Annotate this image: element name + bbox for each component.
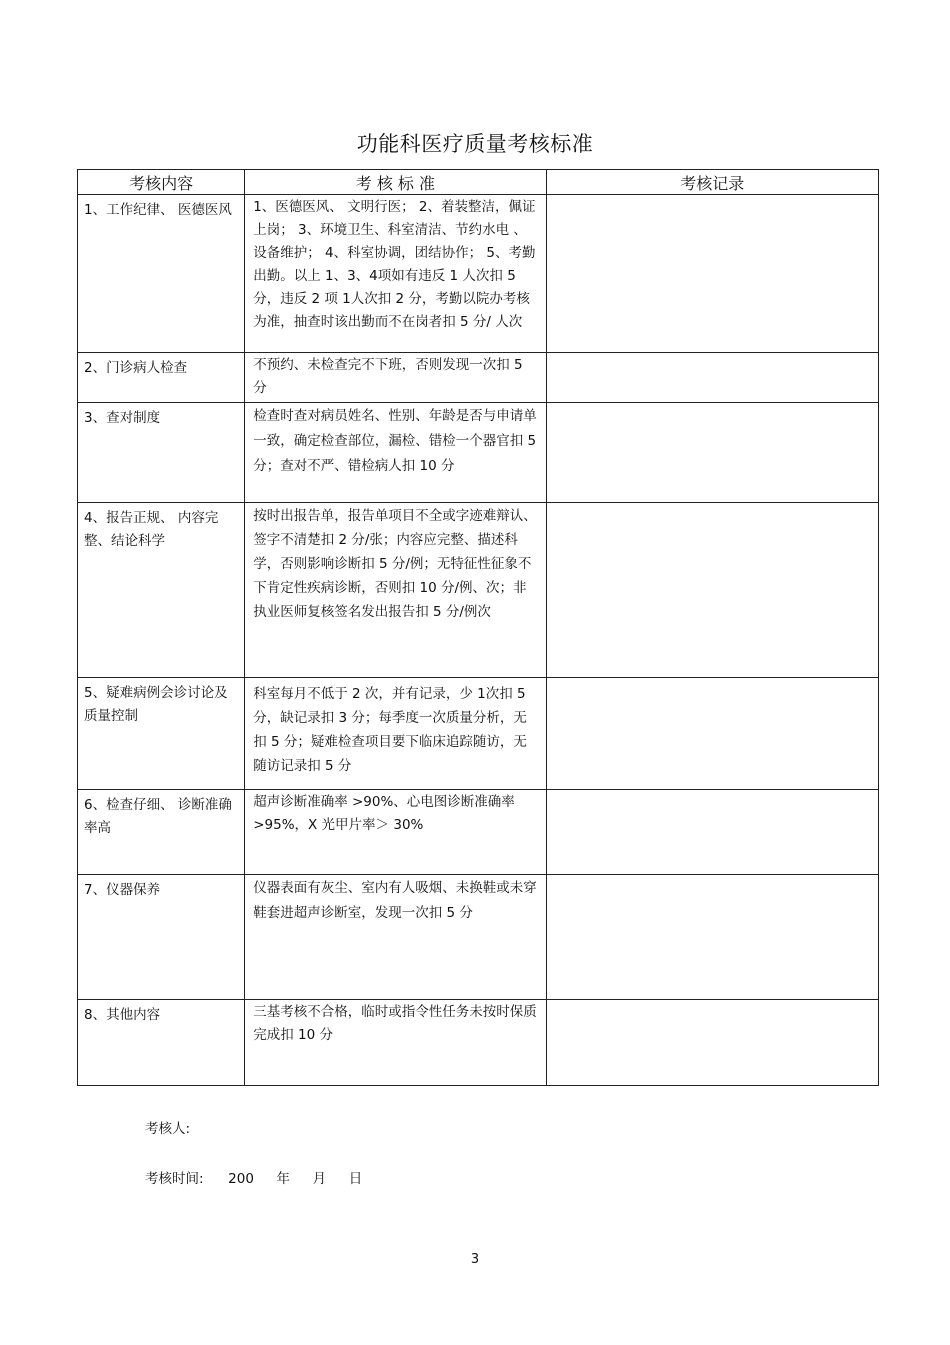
assessment-time-line: [145, 1167, 362, 1187]
row-item: 2、门诊病人检查: [78, 353, 245, 403]
row-standard: 1、医德医风、 文明行医； 2、着装整洁，佩证上岗； 3、环境卫生、科室清洁、节约水电 、设备维护； 4、科室协调，团结协作； 5、考勤出勤。以上 1、3、4项如有违反 1 人次扣 5 分，违反 2 项 1人次扣 2 分，考勤以院办考核为准，抽查时该出勤而不在岗者扣 5 分/ 人次: [245, 195, 546, 353]
row-standard: 按时出报告单，报告单项目不全或字迹难辩认、 签字不清楚扣 2 分/张；内容应完整、描述科学，否则影响诊断扣 5 分/例；无特征性征象不下肯定性疾病诊断，否则扣 10 分/例、次；非执业医师复核签名发出报告扣 5 分/例次: [245, 503, 546, 678]
row-item: 5、疑难病例会诊讨论及质量控制: [78, 678, 245, 790]
time-label: 考核时间:: [145, 1171, 204, 1187]
row-record[interactable]: [546, 678, 878, 790]
row-item: 8、其他内容: [78, 1000, 245, 1086]
row-item: 4、报告正规、 内容完整、结论科学: [78, 503, 245, 678]
month-label: 月: [312, 1171, 327, 1187]
table-row: [78, 503, 879, 678]
row-record[interactable]: [546, 1000, 878, 1086]
row-record[interactable]: [546, 875, 878, 1000]
table-row: [78, 1000, 879, 1086]
header-standard: 考 核 标 准: [245, 170, 546, 195]
table-row: [78, 678, 879, 790]
row-record[interactable]: [546, 503, 878, 678]
row-item: 7、仪器保养: [78, 875, 245, 1000]
row-standard: 超声诊断准确率 >90%、心电图诊断准确率>95%，X 光甲片率＞ 30%: [245, 790, 546, 875]
table-row: [78, 195, 879, 353]
row-record[interactable]: [546, 403, 878, 503]
assessor-line: [145, 1117, 190, 1137]
row-standard: 不预约、未检查完不下班，否则发现一次扣 5 分: [245, 353, 546, 403]
assessment-table: [77, 169, 879, 1086]
row-record[interactable]: [546, 353, 878, 403]
table-header-row: [78, 170, 879, 195]
row-item: 1、工作纪律、 医德医风: [78, 195, 245, 353]
row-item: 6、检查仔细、 诊断准确率高: [78, 790, 245, 875]
year-value: 200: [228, 1171, 254, 1187]
page-number: 3: [470, 1252, 480, 1267]
day-label: 日: [348, 1171, 363, 1187]
header-content: 考核内容: [78, 170, 245, 195]
table-row: [78, 790, 879, 875]
table-row: [78, 403, 879, 503]
header-record: 考核记录: [546, 170, 878, 195]
table-row: [78, 353, 879, 403]
row-record[interactable]: [546, 790, 878, 875]
table-row: [78, 875, 879, 1000]
row-record[interactable]: [546, 195, 878, 353]
row-standard: 仪器表面有灰尘、室内有人吸烟、未换鞋或未穿鞋套进超声诊断室，发现一次扣 5 分: [245, 875, 546, 1000]
year-label: 年: [276, 1171, 291, 1187]
row-standard: 三基考核不合格，临时或指令性任务未按时保质完成扣 10 分: [245, 1000, 546, 1086]
page-title: 功能科医疗质量考核标准: [356, 132, 594, 156]
assessor-label: 考核人:: [145, 1121, 191, 1137]
row-item: 3、查对制度: [78, 403, 245, 503]
row-standard: 检查时查对病员姓名、性别、年龄是否与申请单一致，确定检查部位，漏检、错检一个器官扣 5 分；查对不严、错检病人扣 10 分: [245, 403, 546, 503]
row-standard: 科室每月不低于 2 次，并有记录，少 1次扣 5 分，缺记录扣 3 分；每季度一次质量分析，无扣 5 分；疑难检查项目要下临床追踪随访，无随访记录扣 5 分: [245, 678, 546, 790]
